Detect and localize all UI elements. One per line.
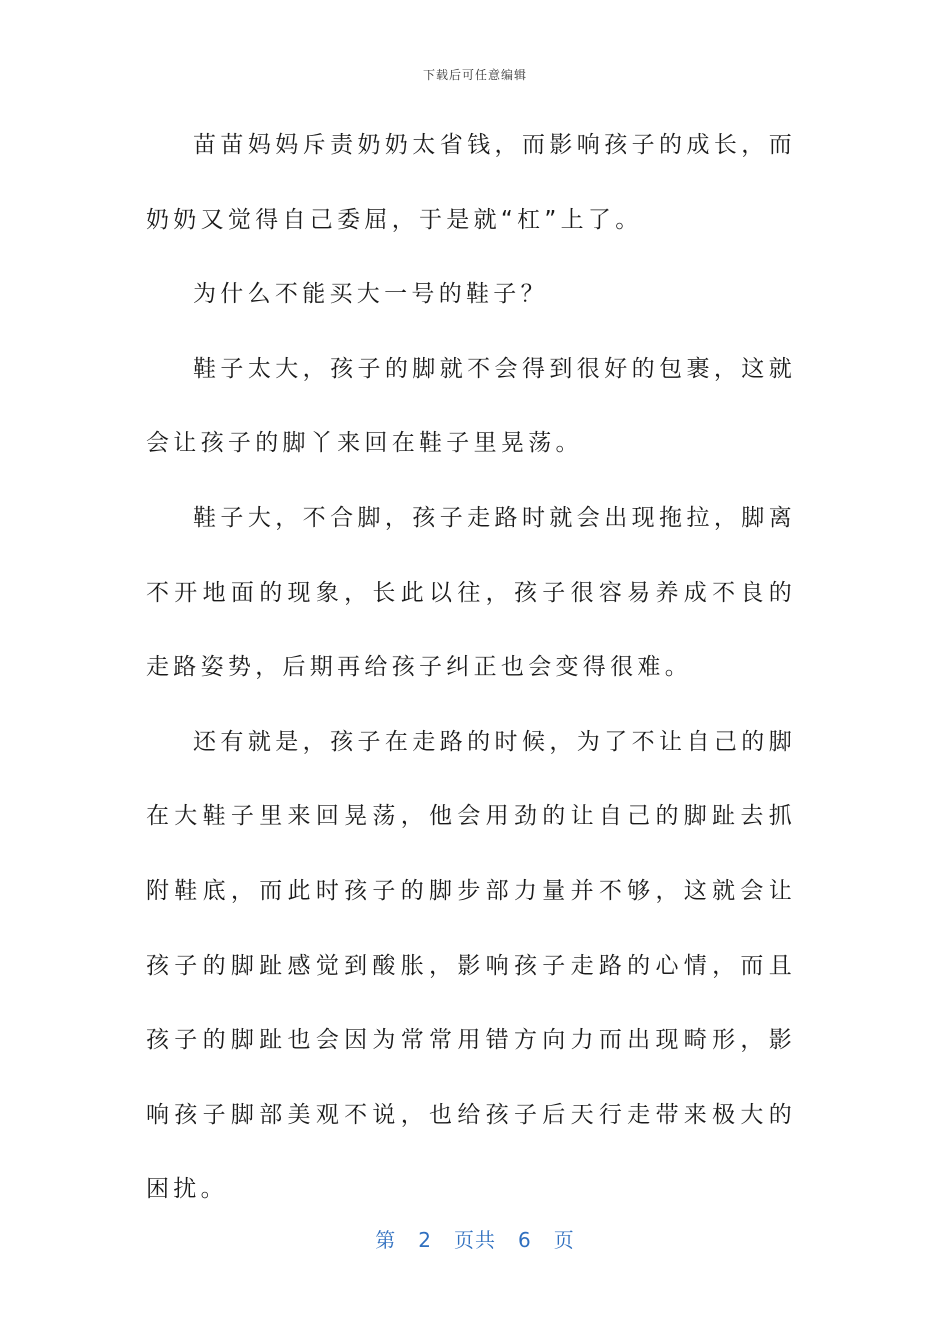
current-page-number: 2: [418, 1228, 432, 1252]
page-label-suffix: 页: [553, 1228, 575, 1252]
document-body: [146, 108, 796, 1227]
paragraph-1: 苗苗妈妈斥责奶奶太省钱，而影响孩子的成长，而奶奶又觉得自己委屈，于是就“杠”上了。: [146, 132, 796, 233]
paragraph-5: 还有就是，孩子在走路的时候，为了不让自己的脚在大鞋子里来回晃荡，他会用劲的让自己的脚趾去抓附鞋底，而此时孩子的脚步部力量并不够，这就会让孩子的脚趾感觉到酸胀，影响孩子走路的心情，而且孩子的脚趾也会因为常常用错方向力而出现畸形，影响孩子脚部美观不说，也给孩子后天行走带来极大的困扰。: [146, 728, 796, 1203]
total-pages-number: 6: [518, 1228, 532, 1252]
page-number-footer: [0, 1224, 950, 1253]
paragraph-2: 为什么不能买大一号的鞋子？: [193, 281, 548, 308]
paragraph-4: 鞋子大，不合脚，孩子走路时就会出现拖拉，脚离不开地面的现象，长此以往，孩子很容易养成不良的走路姿势，后期再给孩子纠正也会变得很难。: [146, 504, 796, 681]
header-note: 下载后可任意编辑: [422, 68, 527, 82]
paragraph-3: 鞋子太大，孩子的脚就不会得到很好的包裹，这就会让孩子的脚丫来回在鞋子里晃荡。: [146, 355, 796, 457]
page-label-prefix: 第: [375, 1228, 397, 1252]
page-label-mid: 页共: [454, 1228, 496, 1252]
